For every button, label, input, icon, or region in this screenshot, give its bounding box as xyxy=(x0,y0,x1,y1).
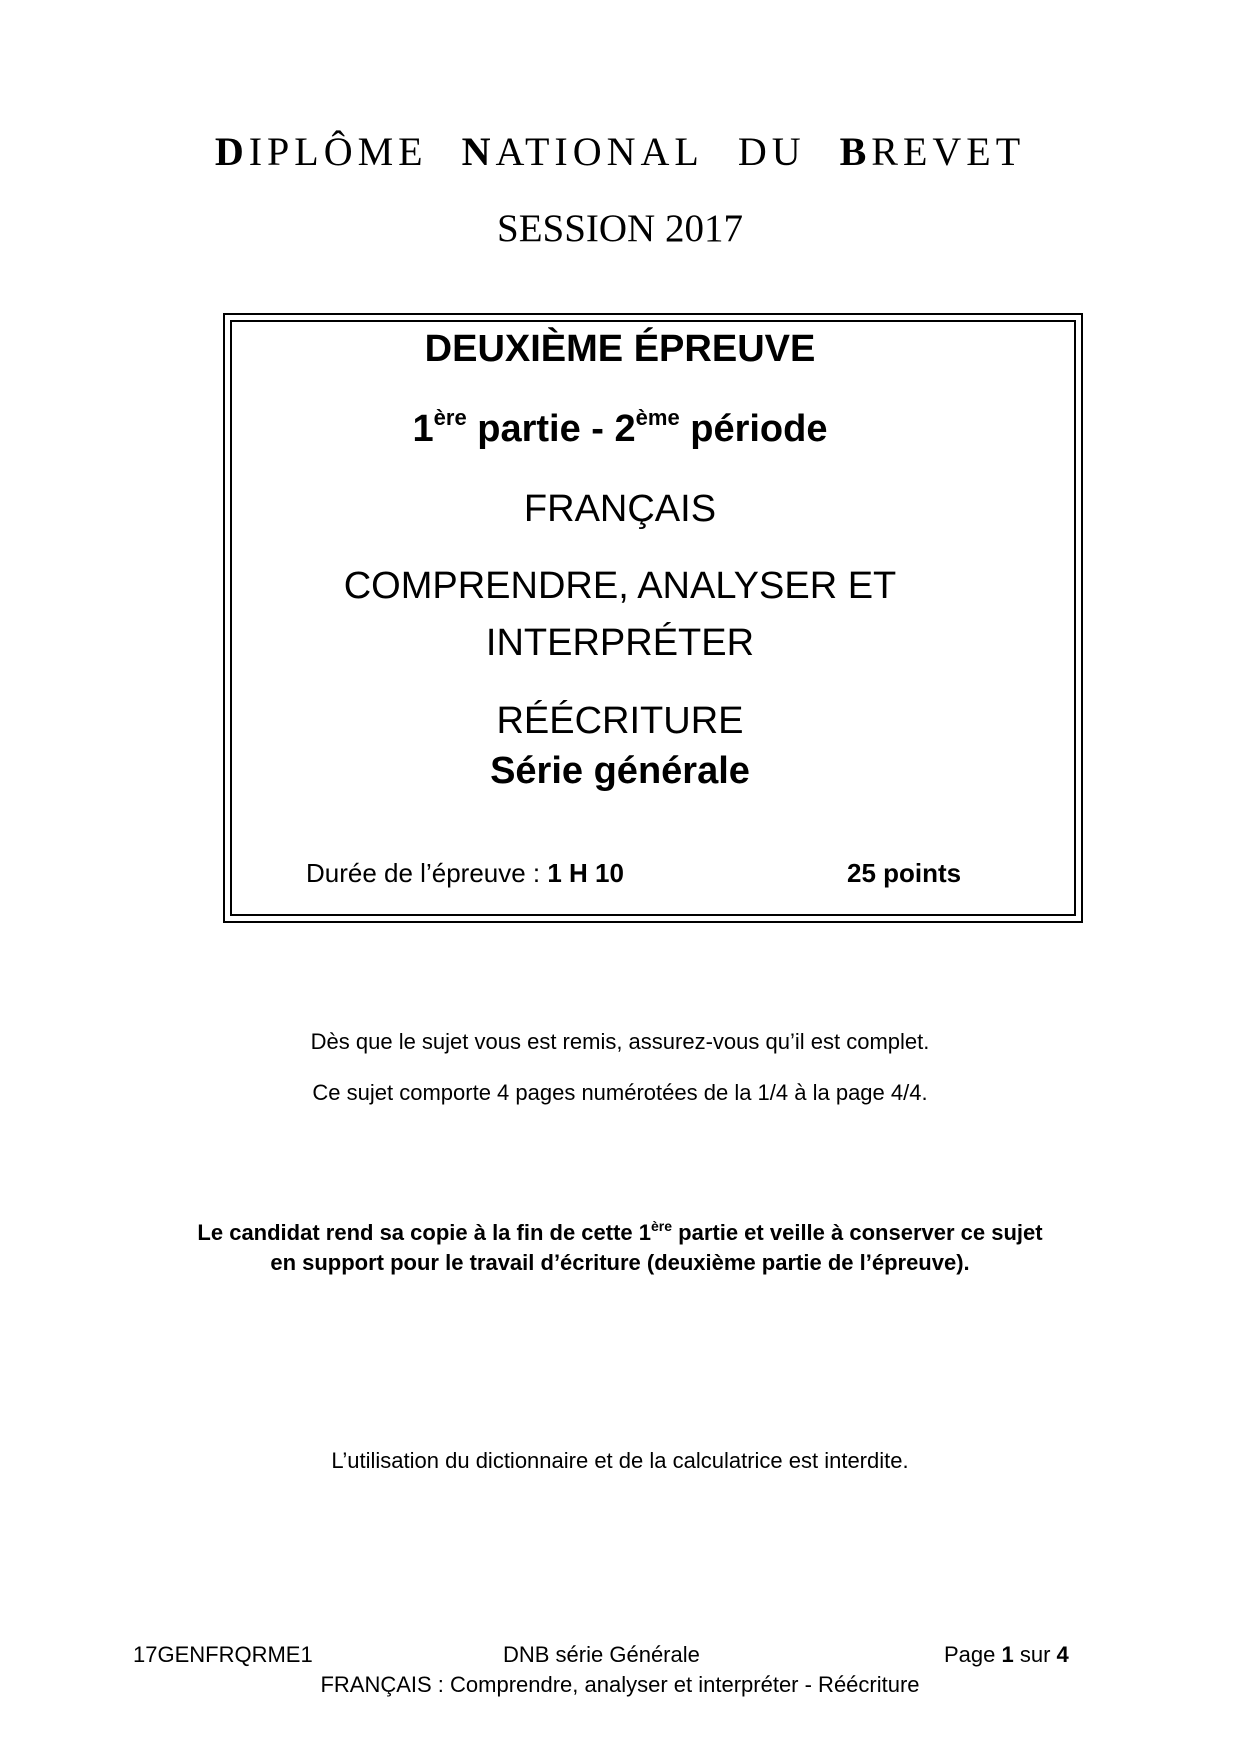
note-page-count: Ce sujet comporte 4 pages numérotées de la 1/4 à la page 4/4. xyxy=(312,1080,928,1105)
instruction-copy-line-1: Le candidat rend sa copie à la fin de cette 1ère partie et veille à conserver ce sujet xyxy=(197,1218,1043,1245)
note-dictionary-calculator: L’utilisation du dictionnaire et de la calculatrice est interdite. xyxy=(331,1448,909,1473)
title-word-national: NATIONAL xyxy=(461,129,704,174)
instruction-copy-line-2: en support pour le travail d’écriture (deuxième partie de l’épreuve). xyxy=(270,1250,970,1275)
title-word-diplome: DIPLÔME xyxy=(214,129,428,174)
exam-duration: Durée de l’épreuve : 1 H 10 xyxy=(306,858,624,888)
competence-line-1: COMPRENDRE, ANALYSER ET xyxy=(343,565,897,607)
serie-label: Série générale xyxy=(490,750,750,792)
epreuve-heading: DEUXIÈME ÉPREUVE xyxy=(424,328,816,370)
footer-page-number: Page 1 sur 4 xyxy=(944,1642,1069,1667)
footer-serie: DNB série Générale xyxy=(503,1642,700,1667)
footer-subtitle: FRANÇAIS : Comprendre, analyser et interpréter - Réécriture xyxy=(320,1672,920,1697)
title-word-brevet: BREVET xyxy=(839,129,1026,174)
exam-points: 25 points xyxy=(847,858,962,888)
partie-periode-heading: 1ère partie - 2ème période xyxy=(412,405,828,450)
footer-subject-code: 17GENFRQRME1 xyxy=(133,1642,313,1667)
competence-line-2: INTERPRÉTER xyxy=(485,622,755,664)
note-completeness: Dès que le sujet vous est remis, assurez-vous qu’il est complet. xyxy=(310,1029,930,1054)
title-word-du: DU xyxy=(737,129,806,174)
session-year: SESSION 2017 xyxy=(497,207,743,250)
document-title xyxy=(0,128,1240,175)
subject-name: FRANÇAIS xyxy=(523,488,717,530)
reecriture-label: RÉÉCRITURE xyxy=(496,700,744,742)
